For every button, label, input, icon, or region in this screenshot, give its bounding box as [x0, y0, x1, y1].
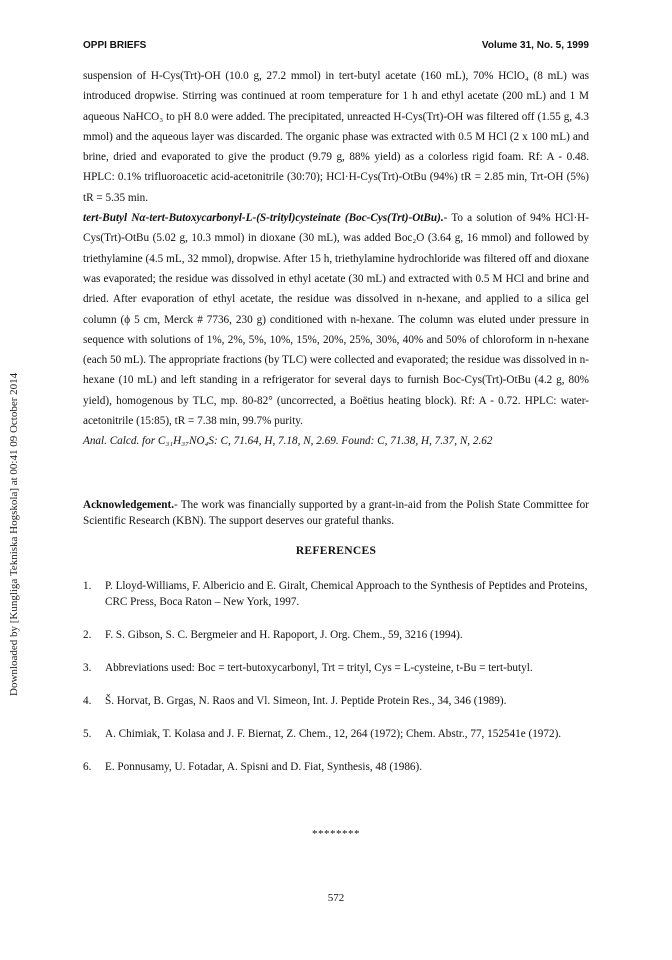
reference-number: 2.	[83, 629, 92, 641]
reference-text: F. S. Gibson, S. C. Bergmeier and H. Rapoport, J. Org. Chem., 59, 3216 (1994).	[105, 629, 463, 641]
page-number: 572	[327, 892, 345, 904]
elemental-analysis	[83, 431, 589, 451]
reference-text: Š. Horvat, B. Grgas, N. Raos and Vl. Simeon, Int. J. Peptide Protein Res., 34, 346 (1989).	[105, 695, 507, 707]
compound-procedure: - To a solution of 94% HCl·H-Cys(Trt)-OtBu (5.02 g, 10.3 mmol) in dioxane (30 mL), was added Boc₂O (3.64 g, 16 mmol) and followed by triethylamine (4.5 mL, 32 mmol), dropwise. After 15 h, triethylamine hydrochloride was filtered off and dioxane was evaporated; the residue was dissolved in ethyl acetate (30 mL) and extracted with 0.5 M HCl and brine and dried. After evaporation of ethyl acetate, the residue was dissolved in n-hexane, and applied to a silica gel column (ϕ 5 cm, Merck # 7736, 230 g) conditioned with n-hexane. The column was eluted under pressure in sequence with solutions of 1%, 2%, 5%, 10%, 15%, 20%, 25%, 30%, 40% and 50% of chloroform in n-hexane (each 50 mL). The appropriate fractions (by TLC) were collected and evaporated; the residue was dissolved in n-hexane (10 mL) and left standing in a refrigerator for several days to furnish Boc-Cys(Trt)-OtBu (4.2 g, 80% yield), homogenous by TLC, mp. 80-82° (uncorrected, a Boëtius heating block). Rf: A - 0.72. HPLC: water-acetonitrile (15:85), tR = 7.38 min, 99.7% purity.	[83, 212, 589, 428]
experimental-text	[83, 66, 589, 452]
references-heading: REFERENCES	[295, 545, 377, 557]
acknowledgement	[83, 497, 589, 529]
header-journal: OPPI BRIEFS	[83, 40, 147, 51]
compound-title: tert-Butyl Nα-tert-Butoxycarbonyl-L-(S-trityl)cysteinate (Boc-Cys(Trt)-OtBu).	[83, 212, 444, 225]
reference-number: 6.	[83, 761, 92, 773]
acknowledgement-title: Acknowledgement.	[83, 499, 175, 511]
paragraph-procedure-2	[83, 208, 589, 431]
reference-number: 4.	[83, 695, 92, 707]
reference-number: 3.	[83, 662, 92, 674]
header-volume: Volume 31, No. 5, 1999	[481, 40, 589, 51]
acknowledgement-text: - The work was financially supported by a grant-in-aid from the Polish State Committee for Scientific Research (KBN). The support deserves our grateful thanks.	[83, 499, 589, 527]
reference-item	[83, 627, 589, 643]
reference-item	[83, 726, 589, 742]
reference-number: 1.	[83, 580, 92, 592]
reference-item	[83, 693, 589, 709]
end-mark: ********	[312, 828, 360, 840]
reference-item	[83, 759, 589, 775]
running-header	[83, 40, 589, 51]
reference-item	[83, 578, 589, 610]
reference-text: E. Ponnusamy, U. Fotadar, A. Spisni and D. Fiat, Synthesis, 48 (1986).	[105, 761, 423, 773]
download-sidebar	[8, 176, 20, 696]
reference-text: A. Chimiak, T. Kolasa and J. F. Biernat, Z. Chem., 12, 264 (1972); Chem. Abstr., 77, 152541e (1972).	[105, 728, 562, 740]
analysis-text: Anal. Calcd. for C₃₁H₃₇NO₄S: C, 71.64, H, 7.18, N, 2.69. Found: C, 71.38, H, 7.37, N, 2.62	[83, 435, 493, 448]
reference-item	[83, 660, 589, 676]
references-list	[83, 578, 589, 792]
reference-text: Abbreviations used: Boc = tert-butoxycarbonyl, Trt = trityl, Cys = L-cysteine, t-Bu = tert-butyl.	[105, 662, 533, 674]
reference-text: P. Lloyd-Williams, F. Albericio and E. Giralt, Chemical Approach to the Synthesis of Peptides and Proteins, CRC Press, Boca Raton – New York, 1997.	[105, 580, 588, 608]
reference-number: 5.	[83, 728, 92, 740]
download-note: Downloaded by [Kungliga Tekniska Hogskola] at 00:41 09 October 2014	[8, 372, 20, 696]
paragraph-procedure-1: suspension of H-Cys(Trt)-OH (10.0 g, 27.2 mmol) in tert-butyl acetate (160 mL), 70% HClO₄ (8 mL) was introduced dropwise. Stirring was continued at room temperature for 1 h and ethyl acetate (200 mL) and 1 M aqueous NaHCO₃ to pH 8.0 were added. The precipitated, unreacted H-Cys(Trt)-OH was filtered off (1.55 g, 4.3 mmol) and the aqueous layer was discarded. The organic phase was extracted with 0.5 M HCl (2 x 100 mL) and brine, dried and evaporated to give the product (9.79 g, 88% yield) as a colorless rigid foam. Rf: A - 0.48. HPLC: 0.1% trifluoroacetic acid-acetonitrile (30:70); HCl·H-Cys(Trt)-OtBu (94%) tR = 2.85 min, Trt-OH (5%) tR = 5.35 min.	[83, 70, 589, 204]
